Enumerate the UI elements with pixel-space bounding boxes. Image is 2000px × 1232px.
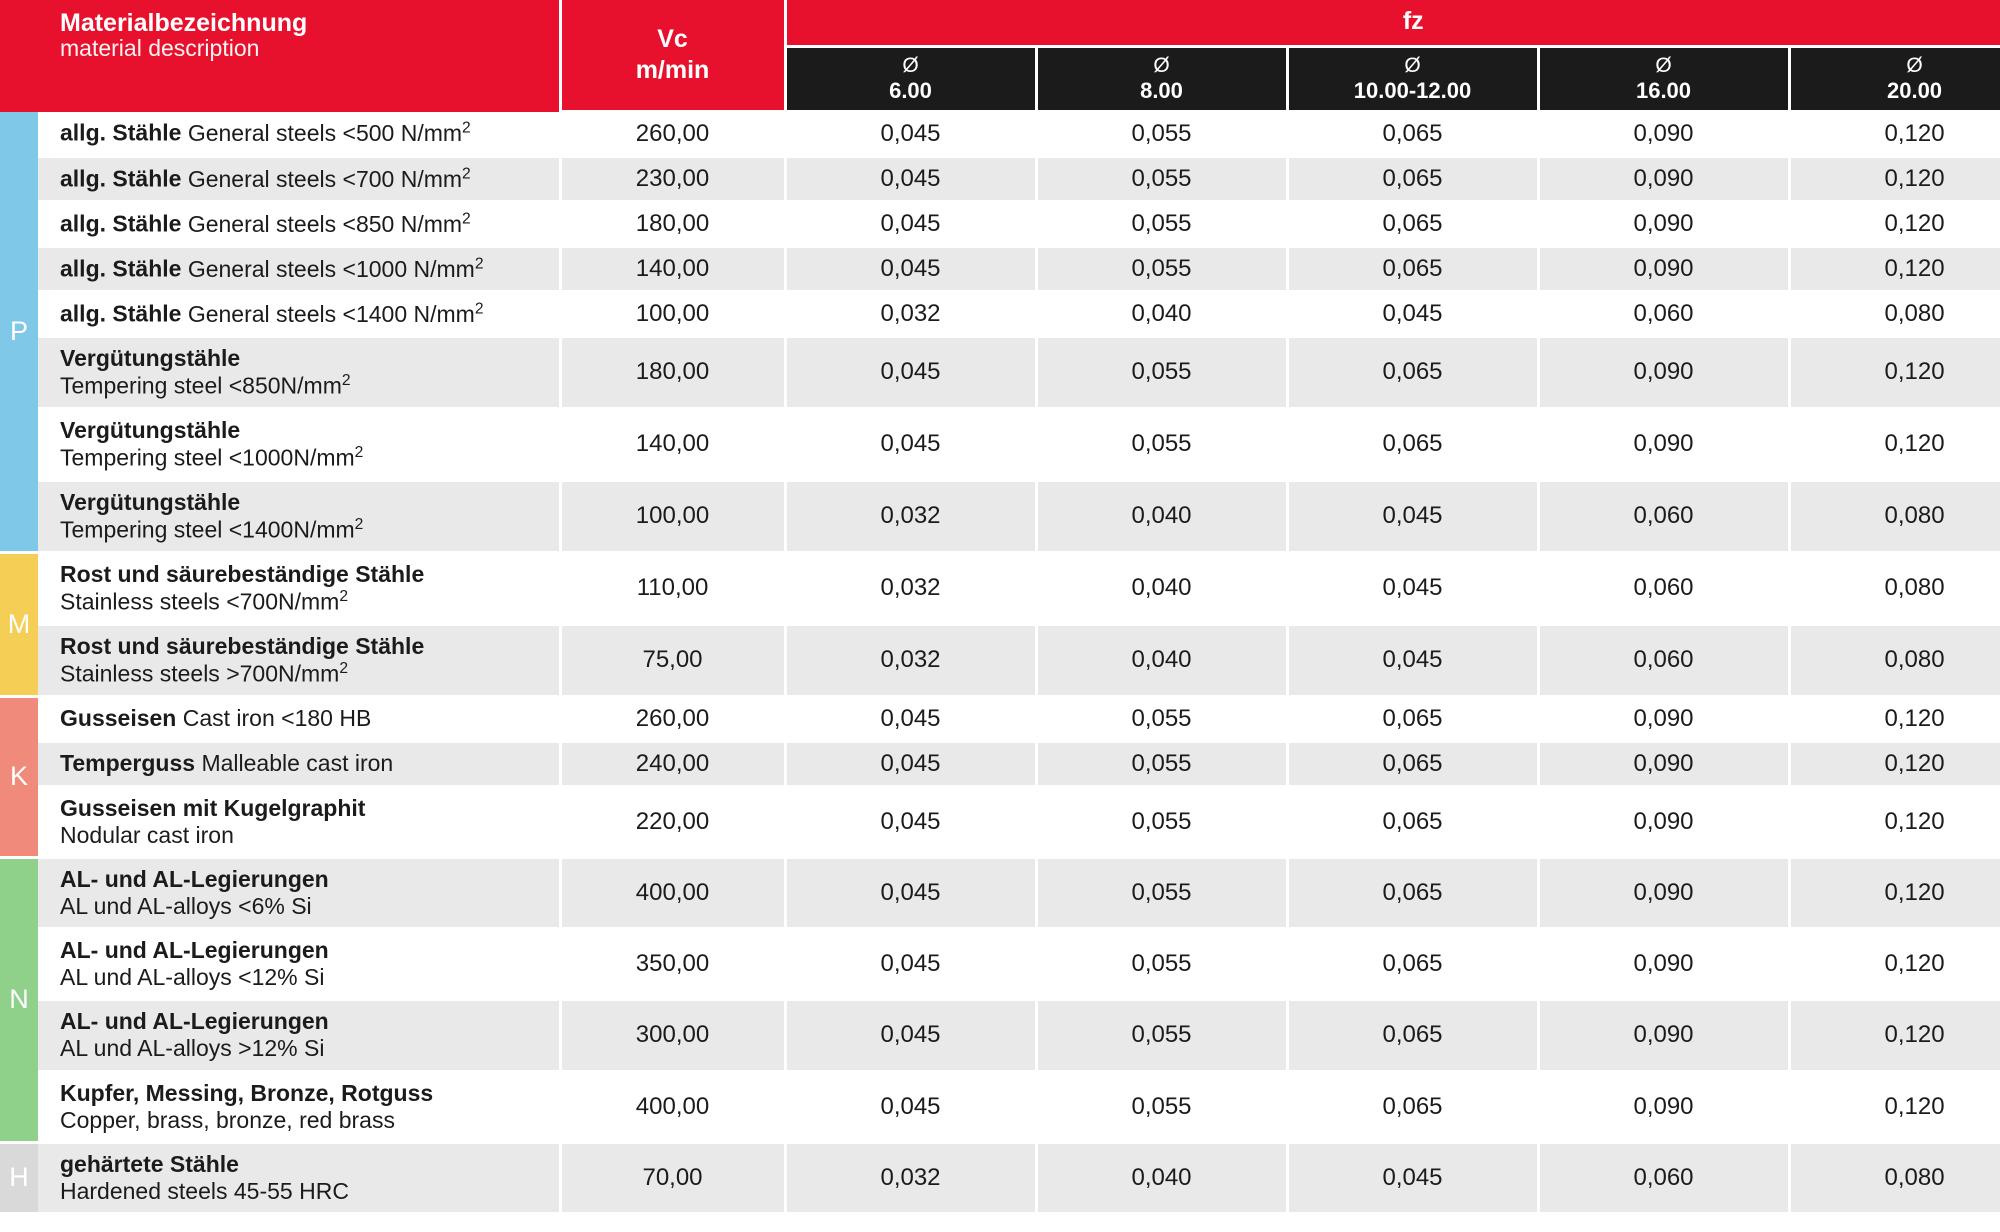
fz-value-d1: 0,032 [785, 552, 1036, 624]
fz-value-d5: 0,120 [1789, 1000, 2000, 1071]
fz-value-d5: 0,120 [1789, 696, 2000, 741]
table-row [0, 480, 2000, 552]
material-name-de: allg. Stähle [60, 255, 182, 282]
material-name-de: Vergütungstähle [60, 488, 241, 515]
fz-value-d5: 0,120 [1789, 202, 2000, 247]
fz-value-d3: 0,045 [1287, 1142, 1538, 1213]
vc-value: 400,00 [560, 1071, 785, 1142]
table-row [0, 786, 2000, 857]
fz-value-d1: 0,045 [785, 247, 1036, 292]
material-name-en: Stainless steels $<700N/mm^2$ [60, 587, 349, 615]
fz-value-d2: 0,040 [1036, 624, 1287, 696]
fz-value-d2: 0,055 [1036, 337, 1287, 409]
table-row [0, 202, 2000, 247]
fz-value-d2: 0,040 [1036, 552, 1287, 624]
table-row [0, 929, 2000, 1000]
material-name-en: General steels <500 $N/mm^2$ [187, 119, 471, 147]
material-name-de: allg. Stähle [60, 210, 182, 237]
fz-value-d3: 0,045 [1287, 292, 1538, 337]
vc-value: 300,00 [560, 1000, 785, 1071]
diameter-value: 10.00-12.00 [1353, 78, 1472, 104]
table-row [0, 1000, 2000, 1071]
diameter-header-4 [1538, 47, 1789, 112]
fz-value-d3: 0,045 [1287, 624, 1538, 696]
group-column-header [0, 0, 38, 112]
fz-value-d3: 0,065 [1287, 247, 1538, 292]
fz-value-d5: 0,120 [1789, 157, 2000, 202]
fz-value-d4: 0,060 [1538, 552, 1789, 624]
fz-value-d5: 0,120 [1789, 408, 2000, 480]
fz-value-d5: 0,120 [1789, 929, 2000, 1000]
material-name-en: Cast iron <180 HB [182, 704, 372, 731]
fz-value-d1: 0,045 [785, 1071, 1036, 1142]
material-group-M: M [0, 552, 38, 696]
fz-value-d4: 0,090 [1538, 741, 1789, 786]
material-description-cell [38, 408, 560, 480]
material-name-de: Rost und säurebeständige Stähle [60, 632, 425, 659]
fz-value-d2: 0,055 [1036, 112, 1287, 157]
table-row [0, 1142, 2000, 1213]
fz-value-d2: 0,055 [1036, 247, 1287, 292]
fz-value-d3: 0,045 [1287, 480, 1538, 552]
table-body [0, 112, 2000, 1214]
fz-value-d4: 0,060 [1538, 480, 1789, 552]
material-name-de: Gusseisen mit Kugelgraphit [60, 794, 366, 821]
table-row [0, 1071, 2000, 1142]
material-description-cell [38, 157, 560, 202]
material-name-en: Copper, brass, bronze, red brass [60, 1106, 395, 1133]
fz-value-d4: 0,090 [1538, 1071, 1789, 1142]
vc-value: 70,00 [560, 1142, 785, 1213]
fz-value-d1: 0,032 [785, 624, 1036, 696]
material-description-header [38, 0, 560, 112]
diameter-value: 16.00 [1635, 78, 1692, 104]
vc-value: 350,00 [560, 929, 785, 1000]
fz-value-d1: 0,045 [785, 786, 1036, 857]
material-description-cell [38, 247, 560, 292]
material-name-en: Stainless steels $>700N/mm^2$ [60, 659, 349, 687]
material-description-cell [38, 552, 560, 624]
material-name-en: AL und AL-alloys <6% Si [60, 892, 312, 919]
fz-value-d5: 0,120 [1789, 112, 2000, 157]
fz-value-d3: 0,065 [1287, 696, 1538, 741]
table-row [0, 337, 2000, 409]
fz-value-d2: 0,040 [1036, 1142, 1287, 1213]
diameter-value: 20.00 [1886, 78, 1943, 104]
fz-value-d1: 0,032 [785, 292, 1036, 337]
vc-value: 260,00 [560, 112, 785, 157]
fz-value-d2: 0,055 [1036, 157, 1287, 202]
fz-value-d4: 0,090 [1538, 112, 1789, 157]
diameter-value: 8.00 [1140, 78, 1183, 104]
material-group-N: N [0, 857, 38, 1142]
material-description-cell [38, 1000, 560, 1071]
fz-value-d2: 0,055 [1036, 741, 1287, 786]
fz-value-d4: 0,090 [1538, 157, 1789, 202]
material-name-en: Nodular cast iron [60, 821, 234, 848]
fz-value-d2: 0,055 [1036, 929, 1287, 1000]
vc-value: 140,00 [560, 247, 785, 292]
vc-value: 100,00 [560, 480, 785, 552]
table-row [0, 552, 2000, 624]
fz-value-d1: 0,045 [785, 408, 1036, 480]
fz-value-d4: 0,090 [1538, 247, 1789, 292]
fz-value-d5: 0,080 [1789, 552, 2000, 624]
fz-value-d2: 0,055 [1036, 1071, 1287, 1142]
fz-value-d4: 0,090 [1538, 202, 1789, 247]
material-name-de: Kupfer, Messing, Bronze, Rotguss [60, 1079, 434, 1106]
fz-value-d1: 0,045 [785, 1000, 1036, 1071]
material-description-cell [38, 337, 560, 409]
table-row [0, 112, 2000, 157]
fz-value-d5: 0,080 [1789, 624, 2000, 696]
fz-value-d3: 0,065 [1287, 408, 1538, 480]
vc-label: Vc [657, 24, 688, 53]
fz-value-d5: 0,120 [1789, 786, 2000, 857]
diameter-symbol-icon: Ø [1906, 54, 1923, 78]
fz-header [785, 0, 2000, 47]
fz-value-d1: 0,045 [785, 741, 1036, 786]
vc-value: 260,00 [560, 696, 785, 741]
fz-value-d1: 0,045 [785, 696, 1036, 741]
material-name-en: General steels <1000 $N/mm^2$ [187, 255, 484, 282]
table-row [0, 247, 2000, 292]
fz-value-d4: 0,060 [1538, 292, 1789, 337]
fz-value-d3: 0,065 [1287, 929, 1538, 1000]
vc-value: 220,00 [560, 786, 785, 857]
fz-value-d1: 0,045 [785, 112, 1036, 157]
material-name-de: AL- und AL-Legierungen [60, 865, 329, 892]
fz-value-d3: 0,065 [1287, 337, 1538, 409]
fz-value-d2: 0,055 [1036, 696, 1287, 741]
fz-value-d5: 0,120 [1789, 247, 2000, 292]
diameter-symbol-icon: Ø [1153, 54, 1170, 78]
fz-value-d5: 0,120 [1789, 337, 2000, 409]
fz-value-d1: 0,045 [785, 857, 1036, 928]
table-row [0, 857, 2000, 928]
material-name-en: General steels <1400 $N/mm^2$ [187, 300, 484, 327]
fz-value-d4: 0,060 [1538, 624, 1789, 696]
fz-value-d1: 0,045 [785, 202, 1036, 247]
material-description-cell [38, 857, 560, 928]
fz-value-d4: 0,090 [1538, 1000, 1789, 1071]
fz-value-d3: 0,065 [1287, 112, 1538, 157]
material-name-de: Rost und säurebeständige Stähle [60, 560, 425, 587]
fz-value-d2: 0,055 [1036, 1000, 1287, 1071]
material-name-de: AL- und AL-Legierungen [60, 937, 329, 964]
fz-value-d1: 0,032 [785, 1142, 1036, 1213]
material-description-cell [38, 786, 560, 857]
material-name-en: Tempering steel $<1400N/mm^2$ [60, 515, 364, 543]
vc-value: 110,00 [560, 552, 785, 624]
table-row [0, 157, 2000, 202]
fz-value-d3: 0,065 [1287, 1000, 1538, 1071]
fz-value-d5: 0,080 [1789, 1142, 2000, 1213]
table-row [0, 741, 2000, 786]
vc-value: 75,00 [560, 624, 785, 696]
fz-value-d1: 0,045 [785, 337, 1036, 409]
diameter-symbol-icon: Ø [1655, 54, 1672, 78]
fz-label: fz [1402, 6, 1424, 35]
fz-value-d4: 0,060 [1538, 1142, 1789, 1213]
fz-value-d1: 0,032 [785, 480, 1036, 552]
vc-header [560, 0, 785, 112]
fz-value-d3: 0,065 [1287, 741, 1538, 786]
table-header [0, 0, 2000, 112]
fz-value-d5: 0,120 [1789, 857, 2000, 928]
table-row [0, 696, 2000, 741]
table-row [0, 292, 2000, 337]
fz-value-d4: 0,090 [1538, 408, 1789, 480]
fz-value-d4: 0,090 [1538, 929, 1789, 1000]
fz-value-d3: 0,045 [1287, 552, 1538, 624]
fz-value-d2: 0,055 [1036, 202, 1287, 247]
table-row [0, 408, 2000, 480]
material-description-cell [38, 112, 560, 157]
material-name-en: Hardened steels 45-55 HRC [60, 1177, 349, 1204]
fz-value-d5: 0,120 [1789, 1071, 2000, 1142]
material-description-cell [38, 480, 560, 552]
fz-value-d1: 0,045 [785, 157, 1036, 202]
material-name-en: Tempering steel $<850N/mm^2$ [60, 372, 351, 399]
material-description-cell [38, 202, 560, 247]
diameter-symbol-icon: Ø [902, 54, 919, 78]
material-name-en: AL und AL-alloys >12% Si [60, 1035, 325, 1062]
material-description-cell [38, 624, 560, 696]
material-name-en: AL und AL-alloys <12% Si [60, 964, 325, 991]
fz-value-d3: 0,065 [1287, 202, 1538, 247]
material-name-en: General steels <700 $N/mm^2$ [187, 165, 471, 192]
vc-value: 180,00 [560, 337, 785, 409]
fz-value-d2: 0,040 [1036, 480, 1287, 552]
material-name-de: allg. Stähle [60, 165, 182, 192]
vc-value: 100,00 [560, 292, 785, 337]
material-name-de: Vergütungstähle [60, 416, 241, 443]
material-name-de: Gusseisen [60, 704, 177, 731]
vc-value: 240,00 [560, 741, 785, 786]
fz-value-d5: 0,080 [1789, 292, 2000, 337]
diameter-value: 6.00 [889, 78, 932, 104]
material-name-de: allg. Stähle [60, 300, 182, 327]
fz-value-d2: 0,040 [1036, 292, 1287, 337]
material-description-cell [38, 1071, 560, 1142]
fz-value-d1: 0,045 [785, 929, 1036, 1000]
fz-value-d3: 0,065 [1287, 157, 1538, 202]
material-name-de: Temperguss [60, 749, 196, 776]
fz-value-d3: 0,065 [1287, 786, 1538, 857]
material-name-en: Malleable cast iron [201, 749, 394, 776]
fz-value-d5: 0,120 [1789, 741, 2000, 786]
material-description-label-en: material description [60, 35, 260, 62]
diameter-header-3 [1287, 47, 1538, 112]
material-description-cell [38, 1142, 560, 1213]
material-group-P: P [0, 112, 38, 553]
diameter-header-2 [1036, 47, 1287, 112]
material-name-de: gehärtete Stähle [60, 1150, 239, 1177]
fz-value-d4: 0,090 [1538, 786, 1789, 857]
material-description-label-de: Materialbezeichnung [60, 9, 308, 37]
material-name-de: AL- und AL-Legierungen [60, 1008, 329, 1035]
material-name-de: allg. Stähle [60, 120, 182, 147]
material-description-cell [38, 929, 560, 1000]
fz-value-d3: 0,065 [1287, 857, 1538, 928]
fz-value-d2: 0,055 [1036, 786, 1287, 857]
vc-value: 140,00 [560, 408, 785, 480]
fz-value-d3: 0,065 [1287, 1071, 1538, 1142]
vc-value: 230,00 [560, 157, 785, 202]
material-name-en: Tempering steel $<1000N/mm^2$ [60, 444, 364, 471]
material-description-cell [38, 696, 560, 741]
fz-value-d4: 0,090 [1538, 696, 1789, 741]
material-group-H: H [0, 1142, 38, 1213]
vc-value: 180,00 [560, 202, 785, 247]
fz-value-d2: 0,055 [1036, 857, 1287, 928]
diameter-symbol-icon: Ø [1404, 54, 1421, 78]
vc-value: 400,00 [560, 857, 785, 928]
fz-value-d2: 0,055 [1036, 408, 1287, 480]
material-description-cell [38, 292, 560, 337]
fz-value-d5: 0,080 [1789, 480, 2000, 552]
diameter-header-5 [1789, 47, 2000, 112]
material-group-K: K [0, 696, 38, 857]
fz-value-d4: 0,090 [1538, 857, 1789, 928]
material-name-en: General steels <850 $N/mm^2$ [187, 210, 471, 237]
material-description-cell [38, 741, 560, 786]
diameter-header-1 [785, 47, 1036, 112]
fz-value-d4: 0,090 [1538, 337, 1789, 409]
material-name-de: Vergütungstähle [60, 345, 241, 371]
table-row [0, 624, 2000, 696]
vc-unit: m/min [635, 56, 710, 84]
